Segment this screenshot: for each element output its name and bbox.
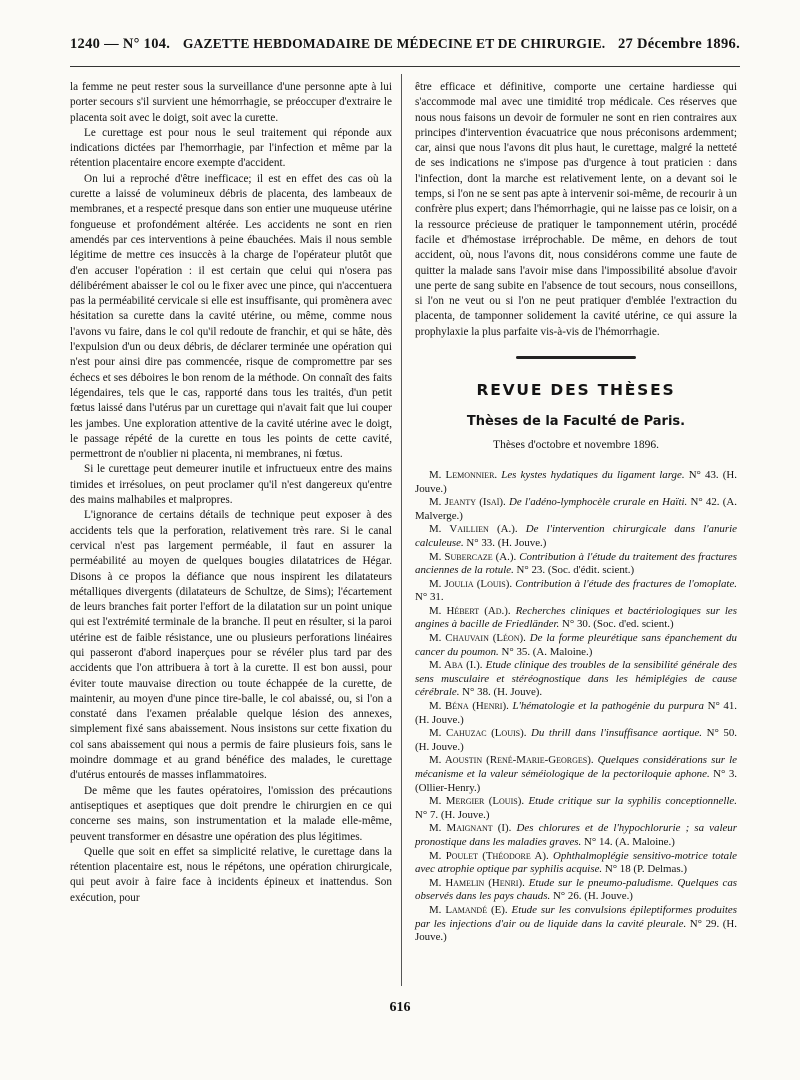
paragraph: Si le curettage peut demeurer inutile et infructueux entre des mains timides et irrésolues, on peut proclamer qu'il n'est dangereux qu'entre des mains malhabiles et malpropres. (70, 463, 392, 507)
thesis-author: M. Maignant (I). (429, 822, 512, 835)
header-page-number: 1240 — N° 104. (70, 36, 171, 52)
thesis-author: M. Aba (I.). (429, 659, 483, 672)
thesis-entry (415, 700, 737, 727)
right-column (415, 80, 737, 945)
thesis-entry (415, 795, 737, 822)
thesis-details: N° 3. (Ollier-Henry.) (415, 768, 737, 794)
header-publication-title: GAZETTE HEBDOMADAIRE DE MÉDECINE ET DE CHIRURGIE. (182, 36, 606, 51)
paragraph: la femme ne peut rester sous la surveillance d'une personne apte à lui porter secours s'il survient une hémorrhagie, se préoccuper d'extraire le placenta soit avec le doigt, soit avec la curette. (70, 81, 392, 124)
thesis-title: L'hématologie et la pathogénie du purpura (512, 700, 704, 713)
thesis-title: Etude sur le pneumo-paludisme. Quelques cas observés dans les pays chauds. (415, 876, 738, 903)
thesis-title: Recherches cliniques et bactériologiques sur les angines à bacille de Friedländer. (415, 604, 737, 631)
thesis-author: M. Joulia (Louis). (429, 577, 513, 590)
thesis-details: N° 30. (Soc. d'ed. scient.) (559, 618, 674, 631)
page-number: 616 (389, 1000, 411, 1015)
thesis-title: De l'intervention chirurgicale dans l'anurie calculeuse. (415, 523, 737, 549)
thesis-entry (415, 469, 737, 496)
theses-list (415, 469, 737, 945)
subsection-title: Thèses de la Faculté de Paris. (466, 414, 686, 430)
thesis-title: Des chlorures et de l'hypochlorurie ; sa valeur pronostique dans les maladies graves. (415, 822, 737, 848)
thesis-entry (415, 578, 737, 605)
thesis-title: Les kystes hydatiques du ligament large. (501, 468, 685, 481)
thesis-title: Etude sur les convulsions épileptiformes produites par les injections d'air ou de liquide dans la cavité pleurale. (415, 903, 737, 930)
thesis-entry (415, 904, 737, 945)
thesis-entry (415, 877, 737, 904)
section-title: REVUE DES THÈSES (476, 381, 676, 400)
thesis-author: M. Lemonnier. (429, 468, 498, 481)
thesis-author: M. Lamandé (E). (429, 903, 508, 916)
thesis-entry (415, 727, 737, 754)
thesis-title: De la forme pleurétique sans épanchement du cancer du poumon. (415, 632, 737, 658)
thesis-entry (415, 496, 737, 523)
thesis-entry (415, 605, 737, 632)
thesis-author: M. Chauvain (Léon). (429, 632, 526, 645)
thesis-details: N° 7. (H. Jouve.) (415, 808, 490, 821)
paragraph: Quelle que soit en effet sa simplicité relative, le curettage dans la rétention placentaire est, nous le répétons, une opération chirurgicale, qui peut avoir à faire face à incidents épineux et inattendus. Son exécution, pour (70, 845, 392, 904)
thesis-details: N° 35. (A. Maloine.) (498, 645, 593, 658)
thesis-author: M. Béna (Henri). (429, 700, 509, 713)
thesis-details: N° 42. (A. Malverge.) (415, 496, 737, 522)
thesis-author: M. Subercaze (A.). (429, 550, 517, 563)
thesis-entry (415, 754, 737, 795)
thesis-entry (415, 523, 737, 550)
paragraph: L'ignorance de certains détails de technique peut exposer à des accidents tels que la perforation, relativement très rare. Si le canal cervical n'est pas largement perméable, il faut en assurer la perméabilité au moyen de quelques bougies dilatatrices de Hégar. Disons à ce propos la défiance que nous inspirent les dilatateurs métalliques divergents (dilatateurs de Schultze, de Sims); l'écartement de leurs branches fait porter l'effort de la dilatation sur un point unique qui est l'extrémité terminale de la branche. Il peut en résulter, si la paroi utérine est de faible résistance, une ou plusieurs perforations linéaires qui passeront d'abord inaperçues pour se révéler plus tard par des accidents que l'on attribuera à tort à la curette. Il est bon aussi, pour éviter toute mauvaise direction ou toute échappée de la curette, de maintenir, au moyen d'une pince tire-balle, le col abaissé, ou, si l'on a constaté dans l'examen préalable quelque lésion des annexes, simplement fixé sans abaissement. Nous insistons sur cette fixation du col sans abaissement qui nous a permis de faire plusieurs fois, sans le moindre dommage et au grand bénéfice des malades, le curettage d'utérus entourés de masses inflammatoires. (70, 509, 392, 782)
paragraph: Le curettage est pour nous le seul traitement qui réponde aux indications dictées par l'hemorrhagie, par l'infection et même par la rétention placentaire encore exempte d'accident. (70, 126, 392, 170)
thesis-details: N° 31. (415, 591, 444, 604)
thesis-details: N° 33. (H. Jouve.) (463, 536, 547, 549)
thesis-entry (415, 632, 737, 659)
thesis-details: N° 14. (A. Maloine.) (581, 835, 675, 848)
thesis-details: N° 43. (H. Jouve.) (415, 468, 737, 495)
header-date: 27 Décembre 1896. (617, 36, 740, 52)
thesis-author: M. Poulet (Théodore A). (429, 849, 549, 862)
section-separator-rule (516, 356, 636, 359)
thesis-title: De l'adéno-lymphocèle crurale en Haïti. (508, 496, 688, 509)
thesis-details: N° 29. (H. Jouve.) (415, 917, 737, 944)
thesis-details: N° 18 (P. Delmas.) (602, 863, 687, 876)
thesis-title: Etude critique sur la syphilis conceptionnelle. (528, 795, 737, 808)
thesis-author: M. Cahuzac (Louis). (429, 727, 527, 740)
paragraph: De même que les fautes opératoires, l'omission des précautions antiseptiques et aseptiques que doit prendre le chirurgien en ce qui concerne ses mains, son instrumentation et la malade elle-même, peuvent transformer en désastre une opération des plus légitimes. (70, 784, 392, 843)
thesis-title: Quelques considérations sur le mécanisme et la valeur séméiologique de la pectoriloquie aphone. (415, 754, 737, 780)
left-column (70, 80, 392, 906)
thesis-title: Ophthalmoplégie sensitivo-motrice totale avec atrophie optique par syphilis acquise. (415, 849, 737, 876)
thesis-title: Etude clinique des troubles de la sensibilité générale des sens musculaire et stéréognostique dans les hémiplégies de cause cérébrale. (415, 659, 737, 699)
thesis-author: M. Aoustin (René-Marie-Georges). (429, 754, 594, 767)
thesis-author: M. Hébert (Ad.). (429, 604, 511, 617)
thesis-entry (415, 551, 737, 578)
thesis-author: M. Mergier (Louis). (429, 795, 525, 808)
thesis-author: M. Hamelin (Henri). (429, 876, 525, 889)
thesis-entry (415, 659, 737, 700)
thesis-title: Du thrill dans l'insuffisance aortique. (531, 727, 703, 740)
thesis-entry (415, 850, 737, 877)
thesis-details: N° 38. (H. Jouve). (459, 686, 543, 699)
thesis-details: N° 50. (H. Jouve.) (415, 727, 737, 753)
subsection-note: Thèses d'octobre et novembre 1896. (493, 438, 659, 451)
thesis-details: N° 23. (Soc. d'édit. scient.) (513, 564, 635, 577)
thesis-entry (415, 822, 737, 849)
thesis-author: M. Jeanty (Isaï). (429, 496, 506, 509)
thesis-details: N° 41. (H. Jouve.) (415, 700, 738, 726)
thesis-details: N° 26. (H. Jouve.) (550, 890, 633, 903)
thesis-title: Contribution à l'étude des fractures de l'omoplate. (515, 577, 737, 590)
header-rule (70, 66, 740, 67)
paragraph: On lui a reproché d'être inefficace; il est en effet des cas où la curette a laissé de volumineux débris de placenta, des lambeaux de membranes, et a respecté presque dans son entier une muqueuse utérine fongueuse et profondément altérée. Les accidents ne sont en rien amendés par ces interventions à peine ébauchées. Mais il nous semble légitime de mettre ces insuccès à la charge de l'opérateur plutôt que d'en accuser l'opération : il est certain que celui qui n'osera pas délibérément abaisser le col ou le fixer avec une pince, qui n'accentuera pas la perméabilité cervicale si elle est insuffisante, qui promènera avec hésitation sa curette dans la cavité utérine, ou même, comme nous l'avons vu faire, dans le col qu'il redoute de franchir, et qui se hâte, dès l'expulsion d'un ou deux débris, de déclarer terminée une opération qui n'est pour ainsi dire pas commencée, risque de compromettre par ses échecs et ses déboires le bon renom de la méthode. On connaît des faits légendaires, tels que le cas, rapporté dans tous les traités, d'un petit fœtus laissé dans l'utérus par un curettage qui n'avait fait que lui couper les jambes. Une exploration attentive de la cavité utérine avec le doigt, le passage répété de la curette en tous les points de cette cavité, permettront de n'oublier ni placenta, ni membranes, ni fœtus. (70, 172, 392, 461)
column-divider (401, 74, 402, 986)
thesis-author: M. Vaillien (A.). (429, 523, 518, 536)
running-header (70, 36, 740, 62)
thesis-title: Contribution à l'étude du traitement des fractures anciennes de la rotule. (415, 550, 737, 577)
paragraph: être efficace et définitive, comporte une certaine hardiesse qui s'accommode mal avec une timidité trop médicale. Ces réserves que nous nous faisons un devoir de formuler ne sont en rien contraires aux principes d'intervention évacuatrice que nous préconisons ardemment; car, ainsi que nous l'avons dit plus haut, le curettage, malgré la netteté de ses indications ne s'impose pas d'urgence à tout praticien : dans l'infection, dont la marche est relativement lente, on a devant soi le temps, si l'on ne se sent pas apte à intervenir soi-même, de recourir à un confrère plus expert; dans l'hémorrhagie, qui ne laisse pas ce loisir, on a la ressource précieuse de pratiquer le tamponnement utérin, procédé facile et d'hémostase irréprochable. De même, en dehors de tout accident, où, nous l'avons dit, nous considérons comme une faute de quitter la malade sans l'avoir mise dans l'impossibilité absolue d'avoir une perte de sang subite en l'absence de tout secours, nous conseillons, si l'on ne veut ou si l'on ne peut pratiquer d'emblée l'extraction du placenta, de tamponner solidement la cavité utérine, ce qui assure la prophylaxie la plus parfaite vis-à-vis de l'hémorrhagie. (415, 81, 737, 338)
